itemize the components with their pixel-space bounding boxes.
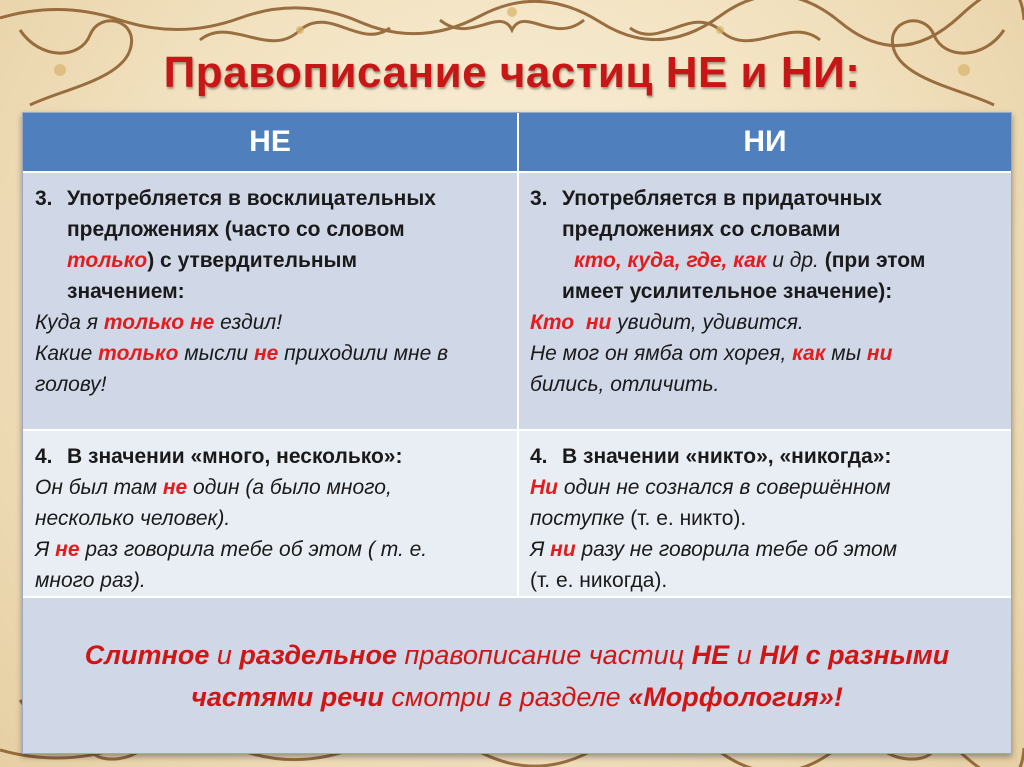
cell-ni-rule-4: 4. В значении «никто», «никогда»: Ни один не сознался в совершённом поступке (т. е. никто). Я ни разу не говорила тебе об этом (т. е. никогда). <box>518 431 1011 596</box>
rules-table <box>22 112 1012 754</box>
page-title: Правописание частиц НЕ и НИ: <box>163 48 861 97</box>
column-divider <box>517 113 519 598</box>
cell-ne-rule-3: 3. Употребляется в восклицательных предложениях (часто со словом только) с утвердительным значением: Куда я только не ездил! Какие только мысли не приходили мне в голову! <box>23 173 518 429</box>
column-header-ne: НЕ <box>23 113 517 171</box>
column-header-ni: НИ <box>519 113 1011 171</box>
cell-ni-rule-3: 3. Употребляется в придаточных предложениях со словами кто, куда, где, как и др. (при этом имеет усилительное значение): Кто ни увидит, удивится. Не мог он ямба от хорея, как мы ни бились, отличить. <box>518 173 1011 429</box>
footer-note: Слитное и раздельное правописание частиц НЕ и НИ с разными частями речи смотри в разделе «Морфология»! <box>23 598 1011 753</box>
cell-ne-rule-4: 4. В значении «много, несколько»: Он был там не один (а было много, несколько человек). Я не раз говорила тебе об этом ( т. е. много раз). <box>23 431 518 596</box>
